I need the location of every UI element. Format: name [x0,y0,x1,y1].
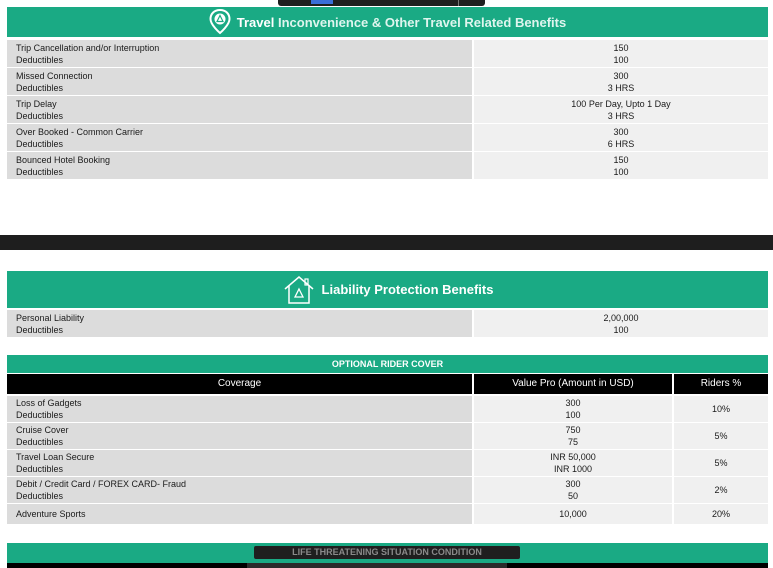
travel-section-header [7,7,768,37]
row-subvalue: 6 HRS [607,138,635,149]
table-row [7,396,768,423]
table-row [7,477,768,504]
row-label: Bounced Hotel Booking [16,154,111,165]
house-icon [282,275,316,305]
travel-section-title: Travel Inconvenience & Other Travel Related Benefits [236,14,567,30]
liability-benefits-table [7,310,768,338]
row-rider-pct: 2% [672,477,768,503]
toolbar-active-indicator[interactable] [311,0,333,4]
rider-table [7,396,768,525]
row-subvalue: 3 HRS [607,82,635,93]
table-row [7,450,768,477]
row-sublabel: Deductibles [16,464,64,474]
row-label: Loss of Gadgets [16,398,82,408]
liability-section-title: Liability Protection Benefits [321,282,494,297]
row-value: 150 [613,42,629,53]
row-value: 750 [565,425,581,435]
table-row [7,68,768,96]
row-sublabel: Deductibles [16,138,64,149]
viewer-bottom-toolbar[interactable] [247,563,507,568]
row-label: Personal Liability [16,312,85,323]
row-value: 10,000 [559,509,587,519]
viewer-toolbar[interactable] [278,0,485,6]
row-subvalue: 100 [565,410,581,420]
table-row [7,96,768,124]
row-value: INR 50,000 [550,452,596,462]
row-value: 300 [565,398,581,408]
row-subvalue: 100 [613,166,629,177]
row-label: Travel Loan Secure [16,452,95,462]
row-subvalue: INR 1000 [553,464,593,474]
row-label: Debit / Credit Card / FOREX CARD- Fraud [16,479,187,489]
row-subvalue: 100 [613,324,629,335]
row-label: Missed Connection [16,70,93,81]
column-header-value: Value Pro (Amount in USD) [472,374,672,394]
table-row [7,504,768,525]
row-value: 300 [565,479,581,489]
row-label: Over Booked - Common Carrier [16,126,144,137]
row-rider-pct: 5% [672,450,768,476]
row-label: Adventure Sports [16,509,86,519]
table-row [7,40,768,68]
row-rider-pct: 20% [672,504,768,524]
next-section-title: LIFE THREATENING SITUATION CONDITION [254,546,520,559]
row-sublabel: Deductibles [16,410,64,420]
row-sublabel: Deductibles [16,491,64,501]
rider-table-header [7,374,768,394]
row-sublabel: Deductibles [16,82,64,93]
row-subvalue: 75 [567,437,578,447]
column-header-coverage: Coverage [7,374,472,394]
table-row [7,124,768,152]
row-value: 300 [613,70,629,81]
page-divider [0,235,773,250]
row-subvalue: 100 [613,54,629,65]
row-value: 2,00,000 [603,312,639,323]
row-subvalue: 3 HRS [607,110,635,121]
row-sublabel: Deductibles [16,166,64,177]
liability-section-header [7,271,768,308]
table-row [7,152,768,180]
row-sublabel: Deductibles [16,110,64,121]
row-label: Trip Delay [16,98,57,109]
toolbar-divider [458,0,459,6]
row-sublabel: Deductibles [16,324,64,335]
row-value: 150 [613,154,629,165]
row-value: 100 Per Day, Upto 1 Day [571,98,671,109]
table-row [7,310,768,338]
row-sublabel: Deductibles [16,437,64,447]
row-subvalue: 50 [567,491,578,501]
row-label: Trip Cancellation and/or Interruption [16,42,160,53]
table-row [7,423,768,450]
travel-benefits-table [7,40,768,180]
row-sublabel: Deductibles [16,54,64,65]
row-rider-pct: 10% [672,396,768,422]
column-header-riders: Riders % [672,374,768,394]
row-value: 300 [613,126,629,137]
rider-section-title: OPTIONAL RIDER COVER [7,355,768,373]
map-pin-icon [209,9,231,35]
row-rider-pct: 5% [672,423,768,449]
row-label: Cruise Cover [16,425,69,435]
